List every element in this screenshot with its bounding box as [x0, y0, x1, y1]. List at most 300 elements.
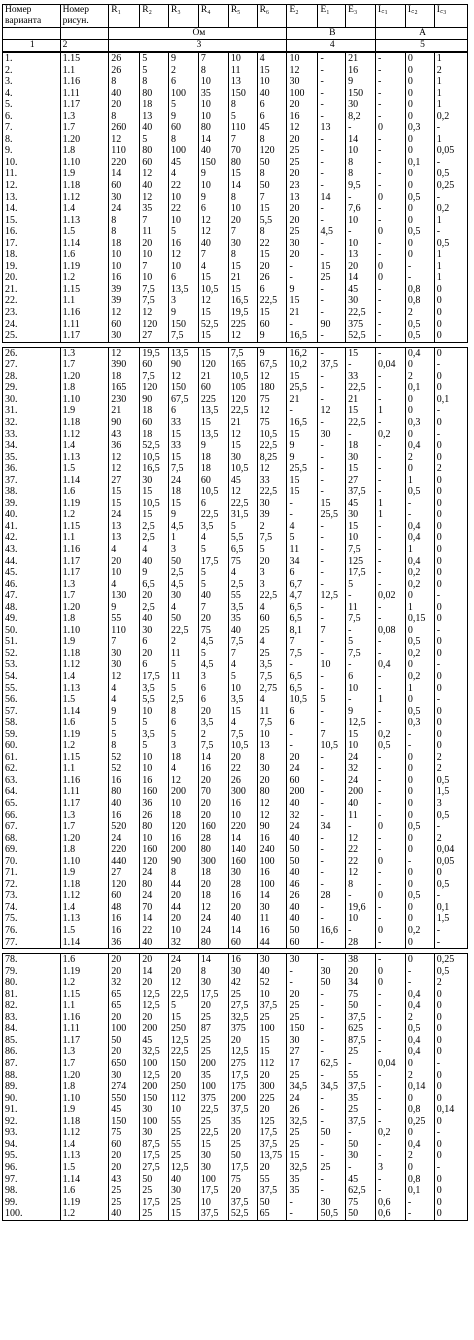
cell-figure: 1.11 — [60, 319, 109, 331]
cell-r4: 35 — [198, 88, 228, 100]
table-row — [3, 122, 468, 134]
cell-r2: 25 — [140, 1208, 169, 1220]
cell-r3: 16 — [169, 833, 199, 845]
cell-figure: 1.20 — [60, 134, 109, 146]
cell-r6: 90 — [257, 821, 287, 833]
cell-r5: 45 — [228, 475, 257, 487]
cell-r2: 18 — [140, 99, 169, 111]
cell-e1: - — [318, 798, 346, 810]
table-row — [3, 330, 468, 342]
cell-r1: 8 — [109, 740, 140, 752]
cell-e2: 7 — [287, 636, 318, 648]
cell-r5: 30 — [228, 867, 257, 879]
cell-r1: 75 — [109, 1127, 140, 1139]
cell-r2: 200 — [140, 1081, 169, 1093]
cell-r3: 18 — [169, 752, 199, 764]
cell-r6: 60 — [257, 319, 287, 331]
cell-r3: 9 — [169, 53, 199, 65]
cell-e3: - — [346, 359, 376, 371]
cell-ic1: 0,4 — [376, 659, 406, 671]
cell-r6: 15 — [257, 1046, 287, 1058]
cell-r1: 120 — [109, 879, 140, 891]
cell-r2: 100 — [140, 1058, 169, 1070]
cell-r1: 60 — [109, 1139, 140, 1151]
cell-r6: 30 — [257, 763, 287, 775]
cell-variant: 5. — [3, 99, 61, 111]
cell-r5: 37,5 — [228, 1197, 257, 1209]
table-row — [3, 913, 468, 925]
cell-e1: - — [318, 556, 346, 568]
cell-ic1: - — [376, 1000, 406, 1012]
cell-variant: 74. — [3, 902, 61, 914]
cell-r1: 4 — [109, 579, 140, 591]
cell-ic2: 0 — [405, 786, 434, 798]
cell-e1: - — [318, 544, 346, 556]
table-row — [3, 226, 468, 238]
cell-r1: 40 — [109, 798, 140, 810]
cell-e1: - — [318, 1174, 346, 1186]
cell-r1: 100 — [109, 1023, 140, 1035]
cell-r5: 20 — [228, 1127, 257, 1139]
cell-variant: 55. — [3, 683, 61, 695]
cell-ic2: 0 — [405, 1058, 434, 1070]
cell-ic3: - — [434, 659, 467, 671]
cell-e1: 7 — [318, 729, 346, 741]
cell-r4: 60 — [198, 382, 228, 394]
cell-e3: 50 — [346, 1208, 376, 1220]
cell-r2: 14 — [140, 966, 169, 978]
cell-figure: 1.10 — [60, 157, 109, 169]
cell-e2: 6,5 — [287, 683, 318, 695]
cell-figure: 1.8 — [60, 145, 109, 157]
cell-r6: 11 — [257, 706, 287, 718]
cell-ic2: - — [405, 498, 434, 510]
cell-variant: 11. — [3, 168, 61, 180]
cell-e1: - — [318, 65, 346, 77]
cell-r2: 70 — [140, 902, 169, 914]
cell-e2: 20 — [287, 215, 318, 227]
cell-r1: 14 — [109, 168, 140, 180]
cell-r3: 10 — [169, 215, 199, 227]
cell-r5: 7 — [228, 226, 257, 238]
cell-r4: 80 — [198, 122, 228, 134]
cell-r5: 7,5 — [228, 636, 257, 648]
cell-r6: 40 — [257, 88, 287, 100]
cell-r6: 240 — [257, 844, 287, 856]
cell-r4: 30 — [198, 1162, 228, 1174]
cell-ic2: 0,25 — [405, 1116, 434, 1128]
cell-ic3: 0 — [434, 671, 467, 683]
cell-figure: 1.2 — [60, 740, 109, 752]
cell-r5: 52,5 — [228, 1208, 257, 1220]
cell-variant: 97. — [3, 1174, 61, 1186]
cell-ic2: 0 — [405, 76, 434, 88]
cell-e2: 11 — [287, 544, 318, 556]
cell-r3: 12 — [169, 371, 199, 383]
cell-ic1: - — [376, 567, 406, 579]
cell-ic3: 0 — [434, 440, 467, 452]
cell-ic1: 0 — [376, 966, 406, 978]
cell-ic2: 0 — [405, 810, 434, 822]
cell-ic3: 0 — [434, 1174, 467, 1186]
cell-r6: 6 — [257, 111, 287, 123]
cell-r2: 5,5 — [140, 694, 169, 706]
cell-ic2: 0,2 — [405, 671, 434, 683]
cell-ic2: 0,5 — [405, 890, 434, 902]
cell-r1: 5 — [109, 729, 140, 741]
cell-e3: 11 — [346, 602, 376, 614]
cell-r6: 12 — [257, 810, 287, 822]
cell-e3: - — [346, 1058, 376, 1070]
cell-r3: 67,5 — [169, 394, 199, 406]
cell-ic2: - — [405, 1208, 434, 1220]
cell-e1: - — [318, 111, 346, 123]
cell-r6: 300 — [257, 1081, 287, 1093]
cell-figure: 1.15 — [60, 752, 109, 764]
cell-r6: 37,5 — [257, 1139, 287, 1151]
cell-e1: 34,5 — [318, 1081, 346, 1093]
cell-r2: 19,5 — [140, 347, 169, 359]
cell-r6: 16 — [257, 833, 287, 845]
cell-r1: 30 — [109, 1070, 140, 1082]
cell-figure: 1.6 — [60, 717, 109, 729]
cell-ic2: 0 — [405, 463, 434, 475]
cell-r3: 44 — [169, 879, 199, 891]
cell-ic2: 0,5 — [405, 330, 434, 342]
cell-e3: 30 — [346, 295, 376, 307]
cell-r4: 20 — [198, 798, 228, 810]
header-r3: R₃ — [169, 5, 199, 28]
cell-r5: 4 — [228, 567, 257, 579]
cell-r3: 5 — [169, 683, 199, 695]
cell-ic1: - — [376, 544, 406, 556]
cell-e2: 46 — [287, 879, 318, 891]
cell-r3: 3 — [169, 740, 199, 752]
cell-ic2: 0 — [405, 238, 434, 250]
cell-r5: 3,5 — [228, 694, 257, 706]
cell-r4: 300 — [198, 856, 228, 868]
cell-e3: 33 — [346, 371, 376, 383]
table-row — [3, 844, 468, 856]
cell-ic2: 0,8 — [405, 1174, 434, 1186]
cell-r4: 10 — [198, 180, 228, 192]
cell-r4: 17,5 — [198, 556, 228, 568]
cell-e3: - — [346, 226, 376, 238]
cell-variant: 2. — [3, 65, 61, 77]
cell-r3: 18 — [169, 810, 199, 822]
cell-r3: 44 — [169, 902, 199, 914]
cell-ic3: 0 — [434, 1035, 467, 1047]
cell-e1: 12 — [318, 405, 346, 417]
cell-e2: - — [287, 966, 318, 978]
cell-r6: 15 — [257, 249, 287, 261]
cell-r6: 52 — [257, 977, 287, 989]
table-row — [3, 648, 468, 660]
cell-r1: 25 — [109, 1197, 140, 1209]
cell-r2: 10 — [140, 763, 169, 775]
cell-e3: - — [346, 429, 376, 441]
cell-e3: 30 — [346, 1150, 376, 1162]
cell-figure: 1.16 — [60, 307, 109, 319]
cell-ic1: - — [376, 249, 406, 261]
cell-ic3: 0 — [434, 371, 467, 383]
cell-e3: 45 — [346, 498, 376, 510]
cell-e1: - — [318, 579, 346, 591]
cell-r6: 15 — [257, 65, 287, 77]
cell-r6: 10 — [257, 989, 287, 1001]
cell-r5: 10 — [228, 53, 257, 65]
cell-r1: 20 — [109, 1046, 140, 1058]
cell-r6: 12 — [257, 463, 287, 475]
cell-e2: 6,5 — [287, 602, 318, 614]
cell-ic3: 0 — [434, 648, 467, 660]
cell-r3: 24 — [169, 475, 199, 487]
cell-e1: - — [318, 145, 346, 157]
cell-figure: 1.3 — [60, 579, 109, 591]
cell-r6: 75 — [257, 417, 287, 429]
cell-r5: 60 — [228, 937, 257, 949]
cell-r6: 50 — [257, 157, 287, 169]
cell-r5: 165 — [228, 359, 257, 371]
cell-r2: 10 — [140, 833, 169, 845]
cell-figure: 1.5 — [60, 694, 109, 706]
cell-e3: 75 — [346, 1197, 376, 1209]
cell-ic3: 0,2 — [434, 111, 467, 123]
cell-ic1: - — [376, 648, 406, 660]
cell-r5: 28 — [228, 879, 257, 891]
cell-r6: 4 — [257, 53, 287, 65]
cell-ic3: 1,5 — [434, 786, 467, 798]
cell-ic2: 2 — [405, 1070, 434, 1082]
cell-ic3: 0,25 — [434, 180, 467, 192]
cell-ic2: 0 — [405, 111, 434, 123]
cell-e1: - — [318, 775, 346, 787]
cell-r4: 100 — [198, 1174, 228, 1186]
cell-ic1: - — [376, 1116, 406, 1128]
cell-r3: 90 — [169, 359, 199, 371]
cell-r2: 18 — [140, 429, 169, 441]
table-row — [3, 752, 468, 764]
cell-r4: 160 — [198, 821, 228, 833]
cell-ic3: 0,5 — [434, 879, 467, 891]
cell-r1: 36 — [109, 937, 140, 949]
cell-r3: 20 — [169, 966, 199, 978]
cell-ic2: 0 — [405, 65, 434, 77]
cell-ic3: - — [434, 937, 467, 949]
cell-variant: 12. — [3, 180, 61, 192]
cell-r5: 17,5 — [228, 1162, 257, 1174]
cell-r1: 39 — [109, 284, 140, 296]
cell-r4: 70 — [198, 786, 228, 798]
table-row — [3, 1139, 468, 1151]
cell-r3: 112 — [169, 1093, 199, 1105]
table-row — [3, 307, 468, 319]
cell-e1: - — [318, 99, 346, 111]
cell-r2: 80 — [140, 879, 169, 891]
cell-r3: 9 — [169, 307, 199, 319]
cell-e2: 15 — [287, 1150, 318, 1162]
cell-r2: 7 — [140, 215, 169, 227]
cell-ic2: 0,3 — [405, 122, 434, 134]
cell-variant: 61. — [3, 752, 61, 764]
cell-ic3: 0 — [434, 295, 467, 307]
cell-e3: - — [346, 694, 376, 706]
cell-e2: 4 — [287, 521, 318, 533]
cell-e1: - — [318, 1035, 346, 1047]
cell-r6: 2 — [257, 521, 287, 533]
cell-r3: 3 — [169, 295, 199, 307]
cell-r4: 200 — [198, 1058, 228, 1070]
cell-ic2: 0 — [405, 954, 434, 966]
cell-e2: 34 — [287, 556, 318, 568]
table-row — [3, 902, 468, 914]
cell-r1: 65 — [109, 1000, 140, 1012]
cell-r5: 25 — [228, 989, 257, 1001]
cell-r3: 250 — [169, 1081, 199, 1093]
cell-e2: 30 — [287, 76, 318, 88]
cell-ic2: 2 — [405, 1150, 434, 1162]
cell-ic2: 0,3 — [405, 417, 434, 429]
cell-e1: - — [318, 295, 346, 307]
cell-figure: 1.12 — [60, 1127, 109, 1139]
cell-r5: 8 — [228, 192, 257, 204]
cell-ic2: 0 — [405, 145, 434, 157]
table-row — [3, 111, 468, 123]
cell-r5: 2,5 — [228, 579, 257, 591]
cell-e2: 5 — [287, 532, 318, 544]
cell-ic2: 0,2 — [405, 567, 434, 579]
cell-e2: 40 — [287, 913, 318, 925]
cell-variant: 46. — [3, 579, 61, 591]
cell-r1: 43 — [109, 1174, 140, 1186]
cell-e2: 9 — [287, 452, 318, 464]
cell-r1: 20 — [109, 1162, 140, 1174]
cell-r6: 16 — [257, 867, 287, 879]
table-row — [3, 890, 468, 902]
cell-r6: 3 — [257, 567, 287, 579]
header-num-5: 5 — [376, 40, 468, 52]
cell-r1: 10 — [109, 261, 140, 273]
cell-e3: 38 — [346, 954, 376, 966]
cell-e3: 10 — [346, 683, 376, 695]
header-ic1: I꜀₁ — [376, 5, 406, 28]
cell-r4: 4,5 — [198, 636, 228, 648]
cell-r6: 7,5 — [257, 717, 287, 729]
cell-r1: 30 — [109, 659, 140, 671]
cell-ic3: 2 — [434, 977, 467, 989]
cell-r3: 10 — [169, 798, 199, 810]
cell-r5: 20 — [228, 902, 257, 914]
cell-ic1: - — [376, 76, 406, 88]
cell-variant: 41. — [3, 521, 61, 533]
table-row — [3, 180, 468, 192]
cell-r5: 35 — [228, 613, 257, 625]
cell-variant: 75. — [3, 913, 61, 925]
cell-r1: 520 — [109, 821, 140, 833]
cell-r3: 50 — [169, 556, 199, 568]
cell-variant: 45. — [3, 567, 61, 579]
cell-r1: 8 — [109, 76, 140, 88]
cell-ic2: 0 — [405, 879, 434, 891]
cell-ic3: 0,25 — [434, 954, 467, 966]
cell-ic1: - — [376, 786, 406, 798]
cell-variant: 4. — [3, 88, 61, 100]
cell-r3: 150 — [169, 382, 199, 394]
cell-e1: - — [318, 1000, 346, 1012]
cell-variant: 68. — [3, 833, 61, 845]
cell-e2: 40 — [287, 798, 318, 810]
cell-r6: 13,75 — [257, 1150, 287, 1162]
cell-ic3: 0 — [434, 867, 467, 879]
cell-e1: 90 — [318, 319, 346, 331]
cell-ic2: 0,4 — [405, 347, 434, 359]
table-row — [3, 145, 468, 157]
cell-ic1: - — [376, 579, 406, 591]
cell-r5: 55 — [228, 590, 257, 602]
cell-r2: 12,5 — [140, 1070, 169, 1082]
cell-r3: 4,5 — [169, 579, 199, 591]
cell-ic3: 0,5 — [434, 810, 467, 822]
cell-figure: 1.19 — [60, 729, 109, 741]
cell-r3: 8 — [169, 134, 199, 146]
cell-ic1: - — [376, 382, 406, 394]
cell-ic3: 1 — [434, 249, 467, 261]
table-row — [3, 1035, 468, 1047]
cell-ic2: 2 — [405, 307, 434, 319]
cell-r4: 10 — [198, 1197, 228, 1209]
cell-r3: 150 — [169, 1058, 199, 1070]
cell-ic3: - — [434, 1162, 467, 1174]
cell-r6: 25 — [257, 1012, 287, 1024]
cell-figure: 1.9 — [60, 1104, 109, 1116]
cell-e2: 34,5 — [287, 1081, 318, 1093]
cell-r5: 10,5 — [228, 740, 257, 752]
cell-r4: 6 — [198, 683, 228, 695]
cell-r2: 40 — [140, 556, 169, 568]
cell-e2: 25 — [287, 1139, 318, 1151]
cell-r6: 100 — [257, 879, 287, 891]
cell-e3: 15 — [346, 729, 376, 741]
cell-figure: 1.14 — [60, 706, 109, 718]
cell-variant: 29. — [3, 382, 61, 394]
cell-ic3: 0,5 — [434, 168, 467, 180]
cell-variant: 85. — [3, 1035, 61, 1047]
cell-e1: - — [318, 417, 346, 429]
cell-e2: 23 — [287, 180, 318, 192]
cell-r5: 175 — [228, 1081, 257, 1093]
cell-figure: 1.13 — [60, 913, 109, 925]
cell-r3: 2,5 — [169, 567, 199, 579]
cell-e2: 26 — [287, 1104, 318, 1116]
cell-e1: - — [318, 1070, 346, 1082]
cell-r2: 60 — [140, 157, 169, 169]
cell-figure: 1.14 — [60, 937, 109, 949]
cell-e1: - — [318, 452, 346, 464]
cell-r1: 15 — [109, 486, 140, 498]
cell-r5: 14 — [228, 833, 257, 845]
table-row — [3, 786, 468, 798]
cell-e2: 40 — [287, 902, 318, 914]
cell-r6: 12 — [257, 405, 287, 417]
cell-e3: 19,6 — [346, 902, 376, 914]
cell-r5: 105 — [228, 382, 257, 394]
cell-figure: 1.8 — [60, 613, 109, 625]
cell-ic3: 0 — [434, 1116, 467, 1128]
cell-r1: 20 — [109, 99, 140, 111]
cell-r6: 12 — [257, 798, 287, 810]
cell-r5: 7,5 — [228, 729, 257, 741]
cell-r3: 7,5 — [169, 330, 199, 342]
